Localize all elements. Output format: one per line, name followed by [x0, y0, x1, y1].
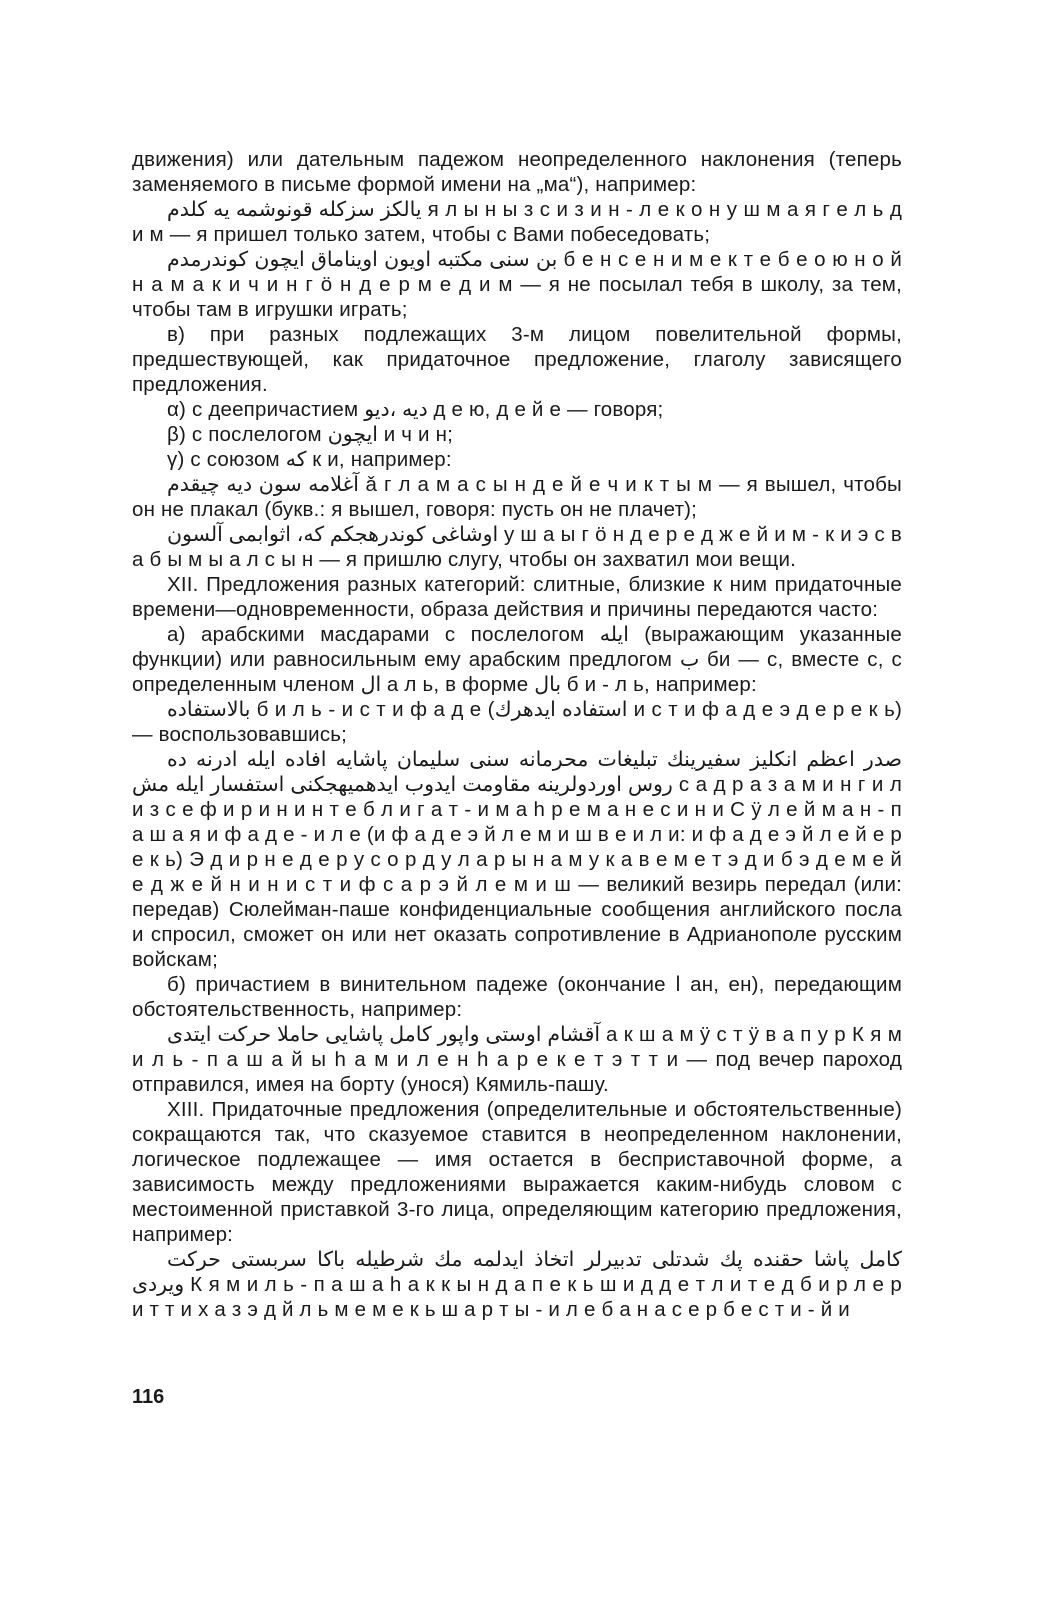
list-item: γ) с союзом كه к и, например:	[167, 448, 452, 471]
list-item: β) с послелогом ايچون и ч и н;	[167, 423, 453, 446]
example-paragraph: آقشام اوستى واپور كامل پاشايى حاملا حركت ايتدى а к ш а м ӱ с т ӱ в а п у р К я м и л ь - п а ш а й ы һ а м и л е н һ а р е к е т э т т и — под вечер пароход отправился, имея на борту (унося) Кямиль-пашу.	[132, 1023, 902, 1096]
example-paragraph: اوشاغى كوندرهجكم كه، اثوابمى آلسون у ш а ы г ö н д е р е д ж е й и м - к и э с в а б ы м ы а л с ы н — я пришлю слугу, чтобы он захватил мои вещи.	[132, 523, 902, 571]
example-paragraph: صدر اعظم انكليز سفيرينك تبليغات محرمانه سنى سليمان پاشايه افاده ايله ادرنه ده روس اوردولرينه مقاومت ايدوب ايدهميهجكنى استفسار ايله مش с а д р а з а м и н г и л и з с е ф и р и н и н т е б л и г а т - и м а һ р е м а н е с и н и С ӱ л е й м а н - п а ш а я и ф а д е - и л е (и ф а д е э й л е м и ш в е и л и: и ф а д е э й л е й е р е к ь) Э д и р н е д е р у с о р д у л а р ы н а м у к а в е м е т э д и б э д е м е й е д ж е й н и н и с т и ф с а р э й л е м и ш — великий везирь передал (или: передав) Сюлейман-паше конфиденциальные сообщения английского посла и спросил, сможет он или нет оказать сопротивление в Адрианополе русским войскам;	[132, 748, 902, 971]
page-number: 116	[132, 1386, 165, 1408]
paragraph: в) при разных подлежащих 3-м лицом повелительной формы, предшествующей, как придаточное предложение, глаголу зависящего предложения.	[132, 323, 902, 396]
example-paragraph: بالاستفاده б и л ь - и с т и ф а д е (استفاده ايدهرك и с т и ф а д е э д е р е к ь) — воспользовавшись;	[132, 698, 902, 746]
paragraph: а) арабскими масдарами с послелогом ايله (выражающим указанные функции) или равносильным ему арабским предлогом ب би — с, вместе с, с определенным членом ال а л ь, в форме بال б и - л ь, например:	[132, 623, 903, 696]
section-paragraph: XIII. Придаточные предложения (определительные и обстоятельственные) сокращаются так, что сказуемое ставится в неопределенном наклонении, логическое подлежащее — имя остается в бесприставочной форме, а зависимость между предложениями выражается каким-нибудь словом с местоименной приставкой 3-го лица, определяющим категорию предложения, например:	[132, 1098, 902, 1246]
example-paragraph: بن سنى مكتبه اويون اويناماق ايچون كوندرمدم б е н с е н и м е к т е б е о ю н о й н а м а к и ч и н г ö н д е р м е д и м — я не посылал тебя в школу, за тем, чтобы там в игрушки играть;	[132, 248, 902, 321]
list-item: α) с деепричастием ديه ،ديو д е ю, д е й е — говоря;	[167, 398, 664, 421]
body-text	[132, 147, 902, 1322]
example-paragraph: كامل پاشا حقنده پك شدتلى تدبيرلر اتخاذ ايدلمه مك شرطيله باكا سربستى حركت ويردى К я м и л ь - п а ш а һ а к к ы н д а п е к ь ш и д д е т л и т е д б и р л е р и т т и х а з э д й л ь м е м е к ь ш а р т ы - и л е б а н а с е р б е с т и - й и	[132, 1248, 902, 1321]
paragraph: б) причастием в винительном падеже (окончание ا ан, ен), передающим обстоятельственность, например:	[132, 973, 902, 1021]
example-paragraph: آغلامه سون ديه چيقدم а̌ г л а м а с ы н д е й е ч и к т ы м — я вышел, чтобы он не плакал (букв.: я вышел, говоря: пусть он не плачет);	[132, 473, 902, 521]
paragraph: движения) или дательным падежом неопределенного наклонения (теперь заменяемого в письме формой имени на „ма“), например:	[132, 148, 902, 196]
section-paragraph: XII. Предложения разных категорий: слитные, близкие к ним придаточные времени—одновременности, образа действия и причины передаются часто:	[132, 573, 902, 621]
example-paragraph: يالكز سزكله قونوشمه يه كلدم я л ы н ы з с и з и н - л е к о н у ш м а я г е л ь д и м — я пришел только затем, чтобы с Вами побеседовать;	[132, 198, 902, 246]
